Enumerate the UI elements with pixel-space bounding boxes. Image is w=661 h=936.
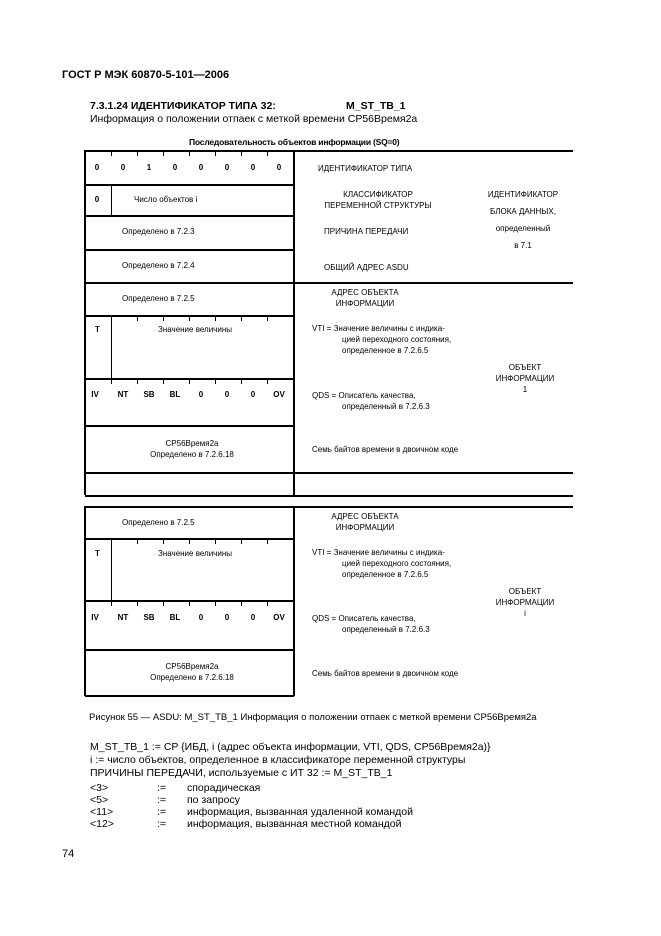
vti-label: VTI = Значение величины с индика- цией переходного состояния, определенное в 7.2.6.5 (312, 324, 452, 355)
cause-item: <3> := спорадическая (90, 782, 261, 794)
qds-bit: NT (117, 613, 129, 622)
cause-item: <5> := по запросу (90, 794, 240, 806)
qds-label: QDS = Описатель качества, определенный в 7.2.6.3 (312, 391, 430, 411)
vsq-bit: 0 (94, 195, 100, 204)
section-subtitle: Информация о положении отпаек с меткой времени СР56Время2а (90, 113, 418, 125)
qds-bit: NT (117, 390, 129, 399)
qds-bit: 0 (198, 390, 204, 399)
time-label: Семь байтов времени в двоичном коде (312, 669, 459, 678)
vsq-label: КЛАССИФИКАТОР ПЕРЕМЕННОЙ СТРУКТУРЫ (324, 190, 432, 210)
ca-text: Определено в 7.2.4 (122, 261, 195, 270)
type-id-bit: 0 (224, 163, 230, 172)
qds-bit: 0 (250, 390, 256, 399)
section-title: 7.3.1.24 ИДЕНТИФИКАТОР ТИПА 32: (90, 100, 276, 112)
type-id-bit: 0 (198, 163, 204, 172)
time-text: СР56Время2а Определено в 7.2.6.18 (150, 662, 234, 682)
qds-bit: SB (143, 613, 155, 622)
info-object-i-label: ОБЪЕКТ ИНФОРМАЦИИ i (495, 587, 555, 618)
ioa-label: АДРЕС ОБЪЕКТА ИНФОРМАЦИИ (331, 288, 399, 308)
cot-text: Определено в 7.2.3 (122, 227, 195, 236)
qds-bit: 0 (224, 390, 230, 399)
type-id-bit: 0 (250, 163, 256, 172)
page-number: 74 (62, 848, 75, 860)
ca-label: ОБЩИЙ АДРЕС ASDU (324, 263, 409, 272)
qds-bit: 0 (198, 613, 204, 622)
type-id-bit: 0 (120, 163, 126, 172)
qds-label: QDS = Описатель качества, определенный в 7.2.6.3 (312, 614, 430, 634)
vsq-text: Число объектов i (134, 195, 198, 204)
type-id-bit: 1 (146, 163, 152, 172)
type-id-label: ИДЕНТИФИКАТОР ТИПА (318, 164, 413, 173)
qds-bit: 0 (250, 613, 256, 622)
cause-item: <11> := информация, вызванная удаленной командой (90, 806, 414, 818)
qds-bit: SB (143, 390, 155, 399)
vti-text: Значение величины (158, 549, 232, 558)
qds-bit: BL (169, 613, 181, 622)
type-id-bit: 0 (94, 163, 100, 172)
time-text: СР56Время2а Определено в 7.2.6.18 (150, 439, 234, 459)
type-id-bit: 0 (172, 163, 178, 172)
ioa-text: Определено в 7.2.5 (122, 518, 195, 527)
cause-list (90, 782, 490, 830)
dui-label: ИДЕНТИФИКАТОР БЛОКА ДАННЫХ, определенный в 7.1 (487, 190, 559, 250)
cot-label: ПРИЧИНА ПЕРЕДАЧИ (324, 227, 409, 236)
vti-t-bit: Т (95, 325, 100, 334)
cause-item: <12> := информация, вызванная местной командой (90, 818, 402, 830)
qds-bit: IV (91, 613, 99, 622)
ioa-text: Определено в 7.2.5 (122, 294, 195, 303)
type-id-bit: 0 (276, 163, 282, 172)
section-code: M_ST_TB_1 (346, 100, 406, 112)
definition-line: i := число объектов, определенное в классификаторе переменной структуры (90, 754, 466, 766)
info-object-1-label: ОБЪЕКТ ИНФОРМАЦИИ 1 (495, 363, 555, 394)
definition-line: ПРИЧИНЫ ПЕРЕДАЧИ, используемые с ИТ 32 := M_ST_TB_1 (90, 767, 393, 779)
definition-line: M_ST_TB_1 := CP {ИБД, i (адрес объекта информации, VTI, QDS, CP56Время2а)} (90, 741, 491, 753)
qds-bit: IV (91, 390, 99, 399)
figure-caption: Рисунок 55 — ASDU: M_ST_TB_1 Информация о положении отпаек с меткой времени СР56Время2а (89, 712, 537, 723)
vti-t-bit: Т (95, 549, 100, 558)
qds-bit: OV (273, 613, 285, 622)
ioa-label: АДРЕС ОБЪЕКТА ИНФОРМАЦИИ (331, 512, 399, 532)
qds-bit: OV (273, 390, 285, 399)
running-header: ГОСТ Р МЭК 60870-5-101—2006 (62, 69, 230, 81)
figure-top-caption: Последовательность объектов информации (SQ=0) (189, 137, 400, 147)
qds-bit: 0 (224, 613, 230, 622)
qds-bit: BL (169, 390, 181, 399)
time-label: Семь байтов времени в двоичном коде (312, 445, 459, 454)
vti-text: Значение величины (158, 325, 232, 334)
vti-label: VTI = Значение величины с индика- цией переходного состояния, определенное в 7.2.6.5 (312, 548, 452, 579)
